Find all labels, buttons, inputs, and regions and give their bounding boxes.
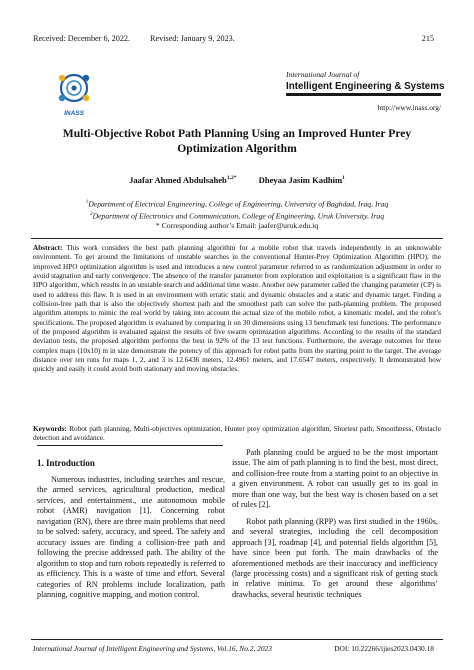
intro-paragraph-3: Robot path planning (RPP) was first studied in the 1960s, and several strategies, including the cell decomposition approach [3], roadmap [4], and potential fields algorithm [5], have since been put forth. The main drawbacks of the aforementioned methods are their inaccuracy and inefficiency (large processing costs) and a significant risk of getting stuck in relative minima. To get around these algorithms’ drawbacks, several heuristic techniques: [232, 516, 438, 599]
author-list: [40, 175, 434, 185]
abstract-top-rule: [31, 238, 443, 239]
journal-name-line1: International Journal of: [286, 70, 360, 79]
page-number: 215: [421, 34, 434, 43]
right-column: [232, 448, 438, 600]
footer-rule: [31, 639, 443, 640]
paper-title: [40, 126, 434, 156]
affiliation-2-superscript: 2: [89, 211, 93, 217]
footer-doi: DOI: 10.22266/ijies2023.0430.18: [334, 644, 434, 653]
abstract-label: Abstract:: [33, 244, 63, 252]
author-1-name: Jaafar Ahmed Abdulsaheb: [129, 175, 227, 185]
corresponding-author-email: * Corresponding author’s Email: jaafer@uruk.edu.iq: [155, 221, 319, 231]
affiliation-1-text: Department of Electrical Engineering, College of Engineering, University of Baghdad, Iraq, Iraq: [88, 199, 389, 209]
affiliation-2: [40, 210, 434, 222]
journal-name-block: [286, 70, 446, 96]
author-1: [129, 175, 236, 185]
logo-text: INASS: [64, 110, 84, 117]
inass-logo-icon: [54, 70, 94, 106]
section-heading-introduction: 1. Introduction: [37, 458, 95, 468]
paper-title-line1: Multi-Objective Robot Path Planning Using an Improved Hunter Prey: [62, 127, 412, 140]
keywords-text: Robot path planning, Multi-objectives optimization, Hunter prey optimization algorithm, Shortest path, Smoothness, Obstacle detection and avoidance.: [33, 425, 441, 443]
left-column: [37, 475, 225, 600]
affiliations: [40, 198, 434, 231]
journal-name-line2: Intelligent Engineering & Systems: [286, 81, 445, 92]
journal-underline: [286, 93, 441, 96]
abstract: [33, 244, 441, 375]
footer-journal: International Journal of Intelligent Engineering and Systems, Vol.16, No.2, 2023: [33, 644, 272, 653]
intro-paragraph-2: Path planning could be argued to be the most important issue. The aim of path planning is to find the best, most direct, and collision-free route from a starting point to an objective in a given environment. A robot can usually get to its goal in more than one way, but the best way is chosen based on a set of rules [2].: [232, 448, 438, 510]
affiliation-1: [40, 198, 434, 210]
keywords: [33, 425, 441, 444]
abstract-bottom-rule: [37, 445, 223, 446]
journal-url-link[interactable]: http://www.inass.org/: [377, 103, 441, 112]
received-date: Received: December 6, 2022.: [33, 34, 131, 43]
author-2-name: Dheyaa Jasim Kadhim: [258, 175, 343, 185]
author-1-superscript: 1,2*: [226, 175, 237, 182]
author-2-superscript: 1: [342, 175, 345, 182]
paper-title-line2: Optimization Algorithm: [177, 142, 297, 155]
keywords-label: Keywords:: [33, 425, 67, 433]
inass-logo: [54, 70, 94, 116]
revised-date: Revised: January 9, 2023.: [150, 34, 235, 43]
author-2: [259, 175, 345, 185]
affiliation-2-text: Department of Electronics and Communication, College of Engineering, Uruk University, Iraq: [92, 211, 385, 221]
intro-paragraph-1: Numerous industries, including searches and rescue, the armed services, agricultural production, medical services, and entertainment., use autonomous mobile robot (AMR) navigation [1]. Concerning robot navigation (RN), there are three main problems that need to be solved: safety, accuracy, and speed. The safety and accuracy issues are finding a collision-free path and following the precise addressed path. The ability of the algorithm to stop and turn robots repeatedly is referred to as efficiency. This is a waste of time and effort. Several categories of RN problems include localization, path planning, cognitive mapping, and motion control.: [37, 475, 225, 599]
abstract-text: This work considers the best path planning algorithm for a mobile robot that travels independently in an unknowable environment. To get around the limitations of unstable searches in the conventional Hunter-Prey Optimization Algorithm (HPO), the improved HPO optimization algorithm is used and introduces a new control parameter referred to as randomization adjustment in order to avoid stagnation and early convergence. The absence of the transfer parameter from exploration and exploitation is a significant flaw in the HPO algorithm, which results in an unstable search and additional time waste. Another new parameter called the changing parameter (CP) is used to address this flaw. It is used in an environment with erratic static and dynamic obstacles and a static and dynamic target. Finding a collision-free path that is also the objectively shortest path and the smoothest path can solve the path-planning problem. The proposed algorithm attempts to mimic the real world by taking into account the actual size of the mobile robot, a kinematic model, and the robot’s specifications. The proposed algorithm is evaluated by comparing it on 30 dimensions using 13 benchmark test functions. The performance of the proposed algorithm is evaluated against the results of five swarm optimization algorithms. According to the results of the standard deviation tests, the proposed algorithm performs the best in 92% of the 13 test functions. Furthermore, the average outcomes for three complex maps (10x10) m in size demonstrate the potency of this approach for robot paths from the starting point to the target. The average distance over ten runs for maps 1, 2, and 3 is 12.6436 meters, 12.4961 meters, and 17.6547 meters, respectively. It demonstrated how quickly and easily it could avoid both stationary and moving obstacles.: [33, 244, 441, 374]
affiliation-1-superscript: 1: [85, 200, 89, 205]
